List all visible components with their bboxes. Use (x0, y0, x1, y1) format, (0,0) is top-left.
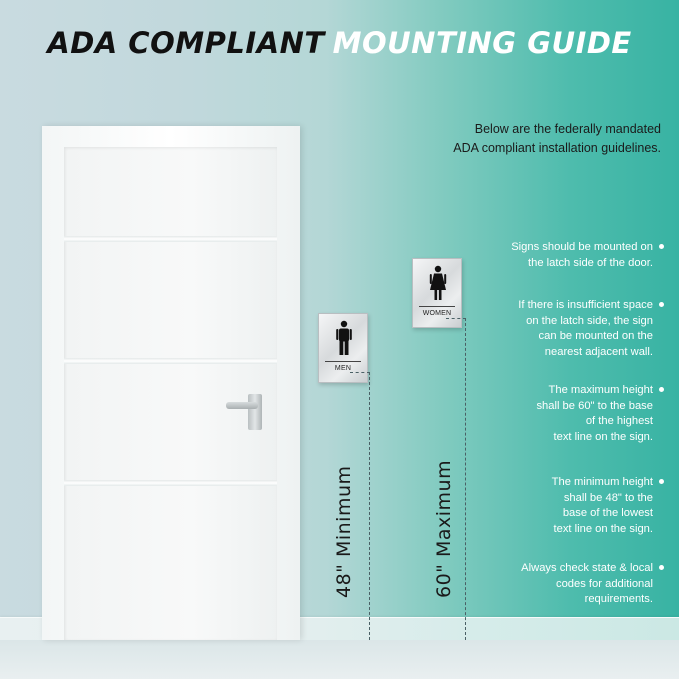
women-sign-label: WOMEN (422, 310, 452, 317)
door-groove (64, 236, 277, 242)
guideline-item (463, 240, 653, 271)
guideline-line: nearest adjacent wall. (544, 345, 653, 358)
guideline-line: codes for additional (555, 577, 653, 590)
title-part-light: MOUNTING GUIDE (332, 26, 632, 60)
maximum-height-label: 60" Maximum (433, 459, 455, 598)
guideline-line: shall be 48" to the (563, 491, 653, 504)
intro-line: Below are the federally mandated (474, 122, 661, 136)
minimum-height-label: 48" Minimum (333, 465, 355, 598)
guideline-item (463, 298, 653, 360)
man-icon (334, 320, 354, 356)
woman-icon (428, 265, 448, 301)
guideline-line: can be mounted on the (538, 330, 653, 342)
bullet-icon (659, 302, 664, 307)
door (64, 147, 277, 640)
guideline-line: base of the lowest (562, 507, 653, 519)
guideline-line: If there is insufficient space (518, 299, 653, 311)
bullet-icon (659, 479, 664, 484)
intro-line: ADA compliant installation guidelines. (453, 141, 661, 155)
min-height-line (369, 372, 370, 640)
guideline-item (463, 475, 653, 537)
floor (0, 640, 679, 679)
page-title (0, 26, 679, 60)
guideline-line: text line on the sign. (553, 430, 653, 443)
bullet-icon (659, 565, 664, 570)
guideline-line: requirements. (584, 593, 653, 605)
men-sign-label: MEN (334, 365, 352, 372)
guideline-line: the latch side of the door. (527, 256, 653, 269)
intro-text (401, 120, 661, 158)
guideline-line: text line on the sign. (553, 522, 653, 535)
guideline-item (443, 383, 653, 445)
door-groove (64, 358, 277, 364)
guideline-line: Signs should be mounted on (511, 241, 653, 253)
title-part-dark: ADA COMPLIANT (47, 26, 325, 60)
guideline-line: on the latch side, the sign (526, 314, 653, 327)
min-height-marker (350, 372, 370, 373)
sign-divider (325, 361, 361, 362)
bullet-icon (659, 244, 664, 249)
guideline-line: shall be 60" to the base of the highest (536, 399, 653, 427)
guideline-line: The minimum height (551, 476, 653, 488)
guideline-line: Always check state & local (521, 562, 653, 574)
sign-divider (419, 306, 455, 307)
door-handle-plate (248, 394, 262, 430)
door-handle-lever (226, 402, 258, 409)
bullet-icon (659, 387, 664, 392)
door-groove (64, 480, 277, 486)
guideline-item (463, 561, 653, 608)
guideline-line-wrap (533, 399, 653, 430)
guideline-line: The maximum height (548, 384, 653, 396)
